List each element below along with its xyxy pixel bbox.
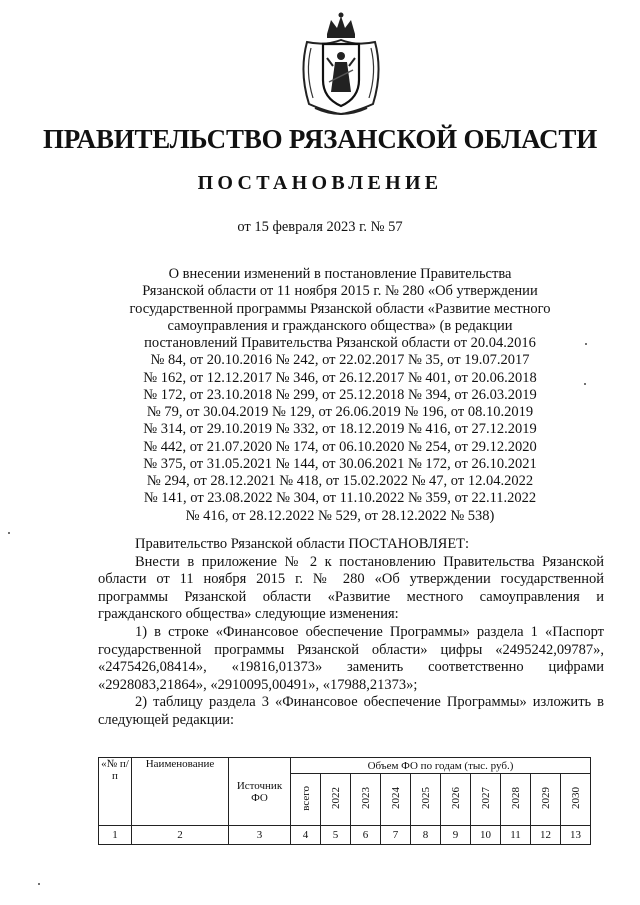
numbering-cell: 12: [531, 826, 561, 845]
subject-line: № 162, от 12.12.2017 № 346, от 26.12.2017 № 401, от 20.06.2018: [143, 369, 537, 386]
year-label: 2024: [389, 787, 402, 809]
subject-line: № 172, от 23.10.2018 № 299, от 25.12.2018 № 394, от 26.03.2019: [143, 386, 537, 403]
numbering-cell: 6: [351, 826, 381, 845]
year-header-cell: [441, 774, 471, 826]
decree-resolution-line: Правительство Рязанской области ПОСТАНОВЛЯЕТ:: [135, 536, 470, 552]
body-line: «2475426,08414», «19816,01373» заменить соответственно цифрами: [98, 659, 604, 676]
numbering-cell: 13: [561, 826, 591, 845]
numbering-cell: 4: [291, 826, 321, 845]
header-cell-number: «№ п/п: [99, 758, 132, 826]
year-header-cell: [411, 774, 441, 826]
subject-line: № 314, от 29.10.2019 № 332, от 18.12.2019 № 416, от 27.12.2019: [143, 421, 537, 438]
year-header-cell: [531, 774, 561, 826]
numbering-cell: 5: [321, 826, 351, 845]
subject-line: постановлений Правительства Рязанской области от 20.04.2016: [144, 335, 536, 351]
header-cell-source: Источник ФО: [229, 758, 291, 826]
subject-line: № 84, от 20.10.2016 № 242, от 22.02.2017 № 35, от 19.07.2017: [150, 352, 530, 369]
year-label: 2028: [509, 787, 522, 809]
subject-line: О внесении изменений в постановление Правительства: [168, 266, 512, 282]
year-header-cell: [471, 774, 501, 826]
scan-speck: [584, 383, 586, 385]
subject-line: № 375, от 31.05.2021 № 144, от 30.06.2021 № 172, от 26.10.2021: [143, 455, 537, 472]
financing-table: [98, 757, 591, 845]
year-label: 2027: [479, 787, 492, 809]
coat-of-arms-emblem: [297, 12, 385, 116]
year-label: 2030: [569, 787, 582, 809]
numbering-cell: 11: [501, 826, 531, 845]
numbering-cell: 7: [381, 826, 411, 845]
year-label: всего: [299, 785, 312, 811]
numbering-cell: 1: [99, 826, 132, 845]
body-line: «2928083,21864», «2910095,00491», «17988,21373»;: [98, 676, 418, 693]
numbering-cell: 10: [471, 826, 501, 845]
table-numbering-row: [99, 826, 591, 845]
subject-line: самоуправления и гражданского общества» (в редакции: [167, 317, 513, 334]
scan-speck: [585, 343, 587, 345]
year-label: 2029: [539, 787, 552, 809]
document-type-title: ПОСТАНОВЛЕНИЕ: [197, 172, 443, 194]
year-header-cell: [381, 774, 411, 826]
numbering-cell: 2: [132, 826, 229, 845]
body-line: 1) в строке «Финансовое обеспечение Программы» раздела 1 «Паспорт: [135, 623, 604, 640]
decree-date-number: от 15 февраля 2023 г. № 57: [237, 219, 403, 235]
subject-line: № 294, от 28.12.2021 № 418, от 15.02.2022 № 47, от 12.04.2022: [146, 473, 534, 489]
year-header-cell: [561, 774, 591, 826]
header-cell-volume: Объем ФО по годам (тыс. руб.): [291, 758, 591, 774]
body-line: гражданского общества» следующие изменения:: [98, 606, 399, 623]
year-header-cell: [291, 774, 321, 826]
body-line: программы Рязанской области «Развитие местного самоуправления и: [98, 588, 604, 605]
decree-subject: [108, 266, 572, 525]
subject-line: государственной программы Рязанской области «Развитие местного: [129, 300, 551, 317]
government-name: ПРАВИТЕЛЬСТВО РЯЗАНСКОЙ ОБЛАСТИ: [42, 124, 598, 154]
year-label: 2025: [419, 787, 432, 809]
subject-line: № 416, от 28.12.2022 № 529, от 28.12.2022 № 538): [185, 507, 495, 524]
scan-speck: [38, 883, 40, 885]
body-line: 2) таблицу раздела 3 «Финансовое обеспечение Программы» изложить в: [135, 694, 604, 711]
body-line: следующей редакции:: [98, 711, 235, 728]
year-label: 2026: [449, 787, 462, 809]
scan-speck: [8, 532, 10, 534]
numbering-cell: 8: [411, 826, 441, 845]
year-header-cell: [321, 774, 351, 826]
year-header-cell: [351, 774, 381, 826]
body-line: государственной программы Рязанской области» цифры «2495242,09787»,: [98, 641, 604, 658]
subject-line: № 442, от 21.07.2020 № 174, от 06.10.2020 № 254, от 29.12.2020: [143, 438, 537, 455]
body-line: Внести в приложение № 2 к постановлению Правительства Рязанской: [135, 553, 604, 570]
year-label: 2023: [359, 787, 372, 809]
numbering-cell: 3: [229, 826, 291, 845]
subject-line: № 79, от 30.04.2019 № 129, от 26.06.2019 № 196, от 08.10.2019: [146, 404, 534, 420]
body-line: области от 11 ноября 2015 г. № 280 «Об утверждении государственной: [98, 571, 604, 588]
numbering-cell: 9: [441, 826, 471, 845]
subject-line: № 141, от 23.08.2022 № 304, от 11.10.2022 № 359, от 22.11.2022: [143, 490, 537, 507]
header-cell-name: Наименование: [132, 758, 229, 826]
year-header-cell: [501, 774, 531, 826]
year-label: 2022: [329, 787, 342, 809]
decree-body: [98, 536, 604, 730]
subject-line: Рязанской области от 11 ноября 2015 г. № 280 «Об утверждении: [142, 283, 538, 300]
